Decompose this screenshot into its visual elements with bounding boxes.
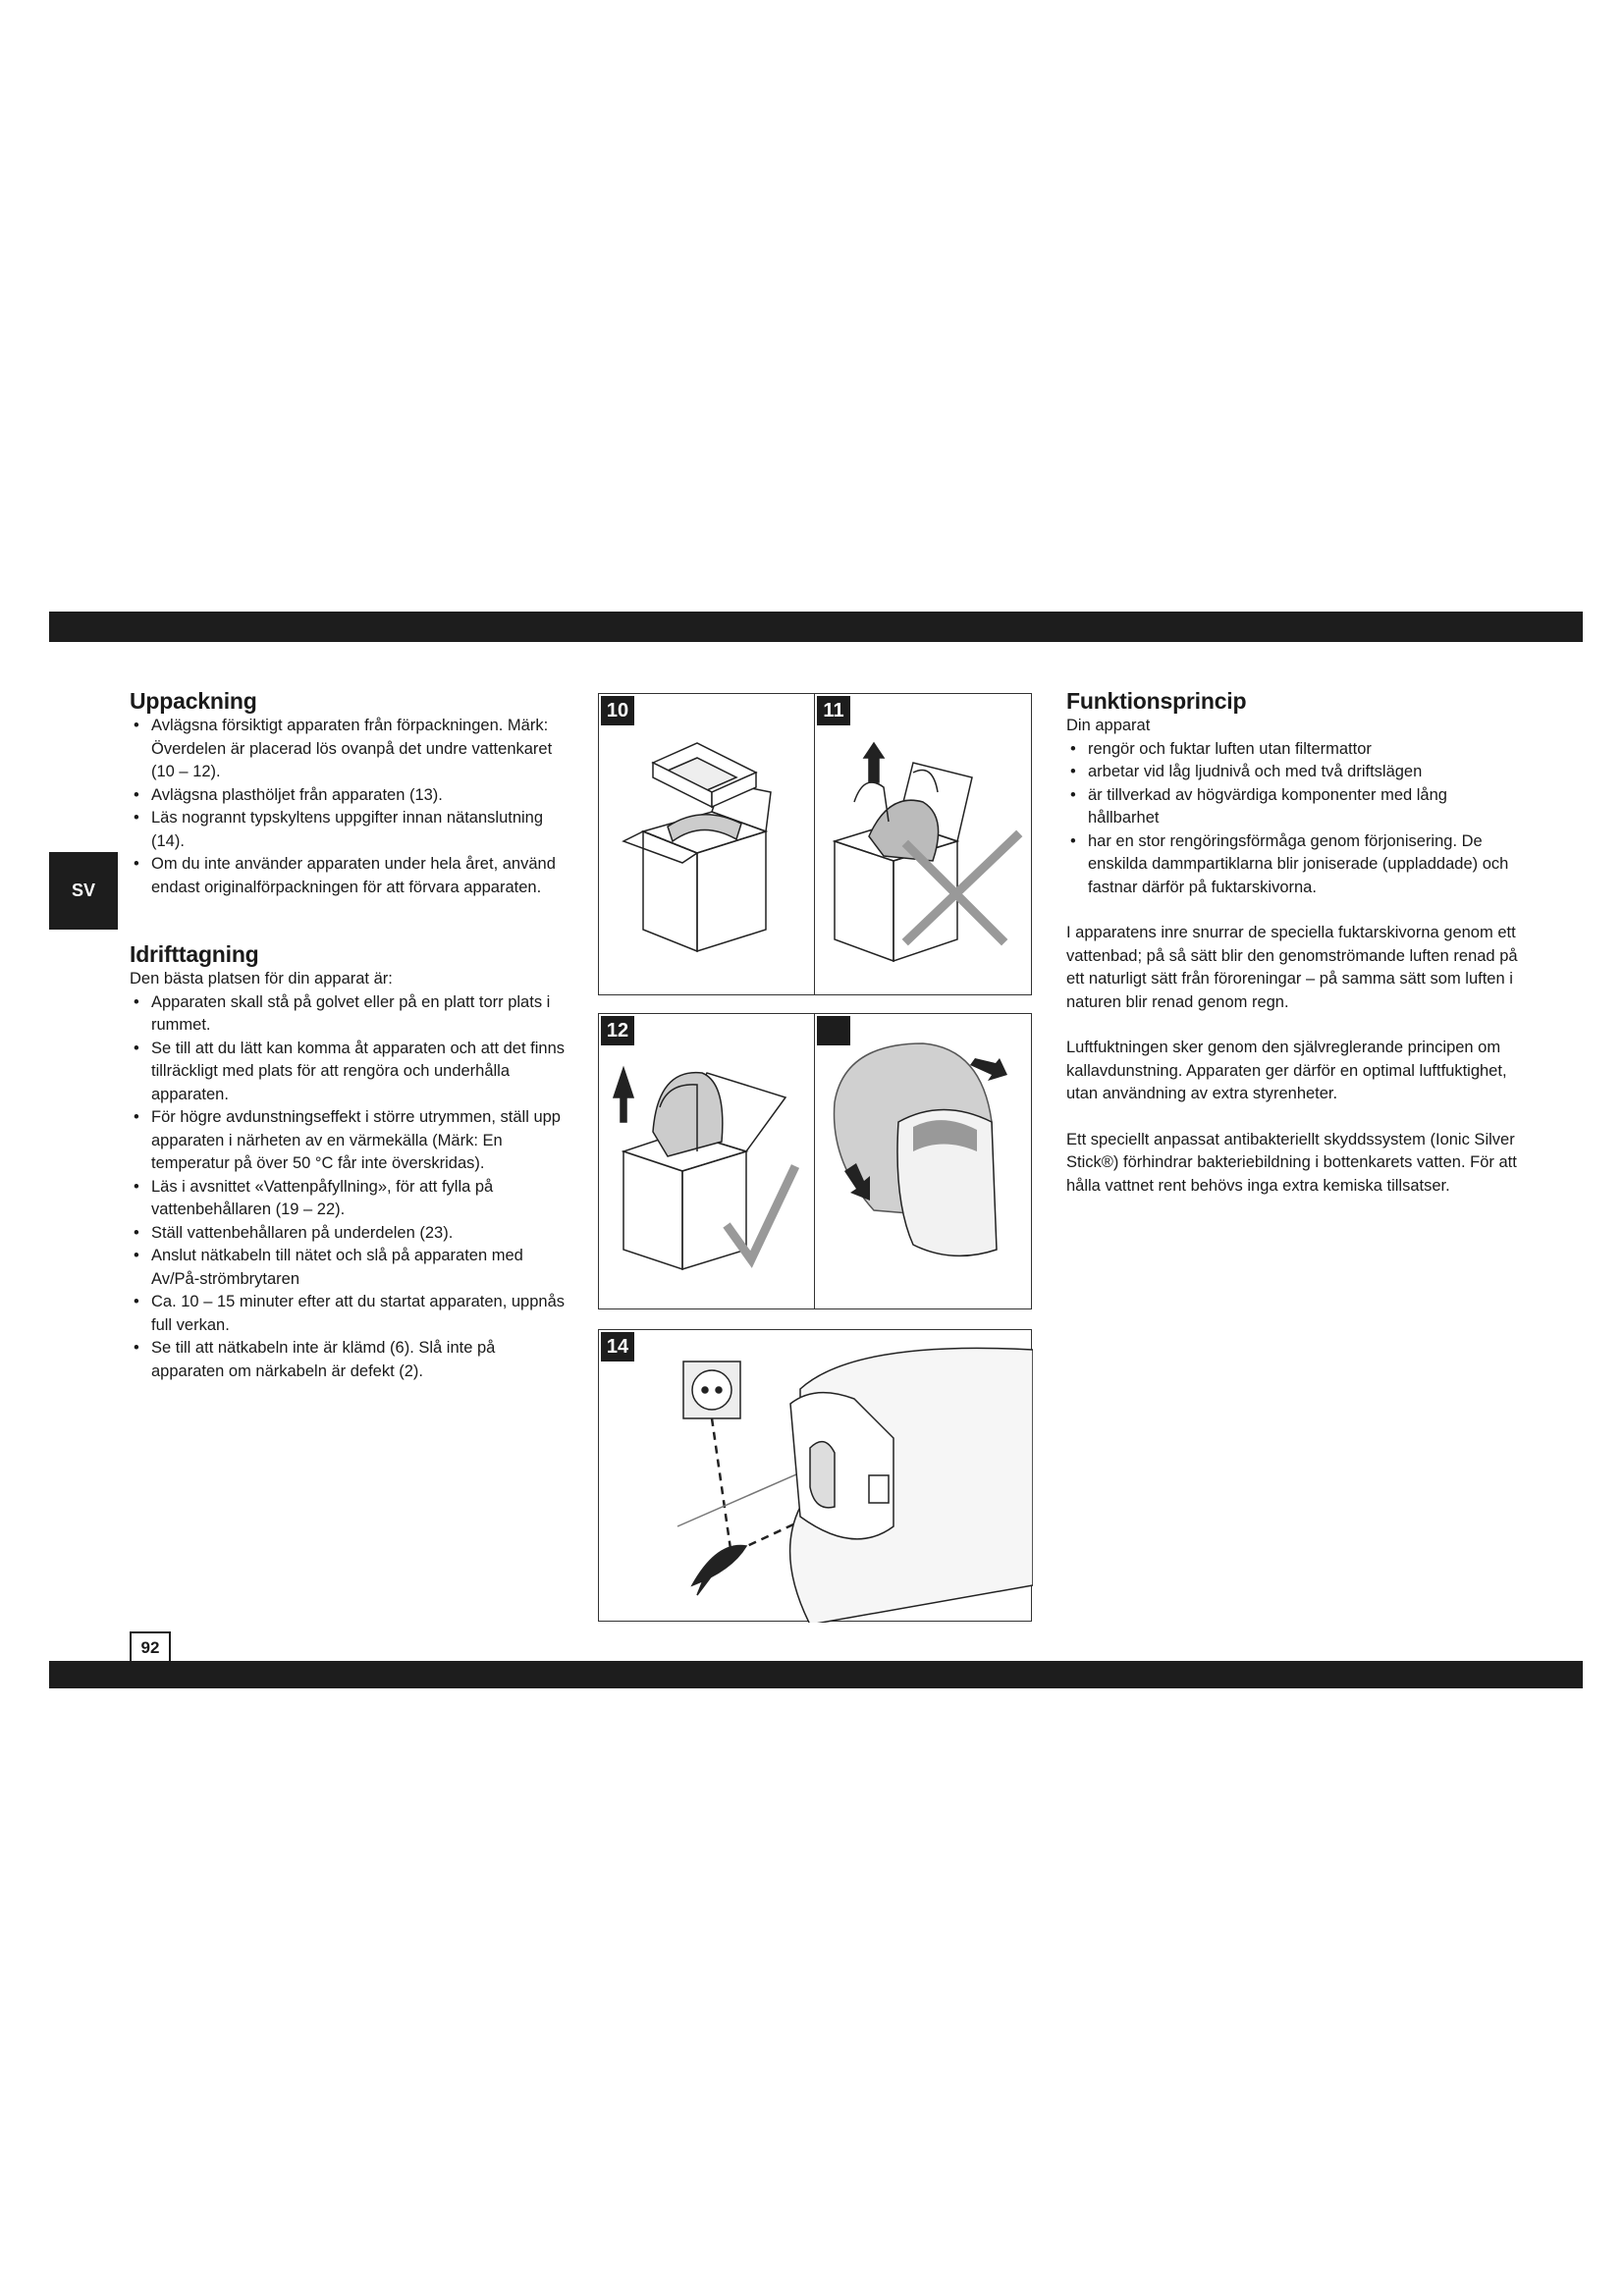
page-number: 92 [130, 1631, 171, 1661]
list-item: • Anslut nätkabeln till nätet och slå på apparaten med Av/På-strömbrytaren [130, 1245, 571, 1291]
right-column [1066, 687, 1522, 1220]
function-list [1066, 738, 1522, 900]
figure-number: 11 [817, 696, 850, 725]
function-heading: Funktionsprincip [1066, 688, 1247, 714]
unpacking-heading: Uppackning [130, 688, 257, 714]
figure-11 [814, 693, 1032, 995]
correct-lift-icon [599, 1014, 817, 1310]
unpacking-list [130, 715, 571, 899]
top-bar [49, 612, 1583, 642]
list-item: • För högre avdunstningseffekt i större utrymmen, ställ upp apparaten i närheten av en värmekälla (Märk: En temperatur på över 50 °C får inte överskridas). [130, 1106, 571, 1176]
function-intro: Din apparat [1066, 717, 1151, 734]
function-paragraph: Ett speciellt anpassat antibakteriellt skyddssystem (Ionic Silver Stick®) förhindrar bakteriebildning i bottenkarets vatten. För att hålla vattnet rent behövs inga extra kemiska tillsatser. [1066, 1130, 1517, 1195]
figure-number: 14 [601, 1332, 634, 1362]
plastic-cover-icon [815, 1014, 1033, 1310]
list-item: • Avlägsna försiktigt apparaten från förpackningen. Märk: Överdelen är placerad lös ovanpå det undre vattenkaret (10 – 12). [130, 715, 571, 784]
figure-number [817, 1016, 850, 1045]
figure-number: 12 [601, 1016, 634, 1045]
bottom-bar [49, 1661, 1583, 1688]
figure-10 [598, 693, 816, 995]
startup-heading: Idrifttagning [130, 941, 259, 967]
language-tab: SV [49, 852, 118, 930]
list-item: • Ca. 10 – 15 minuter efter att du startat apparaten, uppnås full verkan. [130, 1291, 571, 1337]
figure-14 [598, 1329, 1032, 1622]
function-paragraph: Luftfuktningen sker genom den självreglerande principen om kallavdunstning. Apparaten ger därför en optimal luftfuktighet, utan användning av extra styrenheter. [1066, 1039, 1507, 1102]
startup-list [130, 991, 571, 1384]
figure-12 [598, 1013, 816, 1309]
list-item: • arbetar vid låg ljudnivå och med två driftslägen [1066, 761, 1522, 784]
list-item: • Läs nogrannt typskyltens uppgifter innan nätanslutning (14). [130, 807, 571, 853]
left-column [130, 687, 571, 1383]
list-item: • Apparaten skall stå på golvet eller på en platt torr plats i rummet. [130, 991, 571, 1038]
list-item: • rengör och fuktar luften utan filtermattor [1066, 738, 1522, 762]
box-unpacking-icon [599, 694, 817, 996]
list-item: • Ställ vattenbehållaren på underdelen (23). [130, 1222, 571, 1246]
type-plate-icon [599, 1330, 1033, 1623]
list-item: • Om du inte använder apparaten under hela året, använd endast originalförpackningen för att förvara apparaten. [130, 853, 571, 899]
list-item: • Se till att nätkabeln inte är klämd (6). Slå inte på apparaten om närkabeln är defekt (2). [130, 1337, 571, 1383]
startup-section [130, 940, 571, 1383]
figure-number: 10 [601, 696, 634, 725]
figure-13 [814, 1013, 1032, 1309]
list-item: • Se till att du lätt kan komma åt apparaten och att det finns tillräckligt med plats för att rengöra och underhålla apparaten. [130, 1038, 571, 1107]
list-item: • Avlägsna plasthöljet från apparaten (13). [130, 784, 571, 808]
list-item: • har en stor rengöringsförmåga genom förjonisering. De enskilda dammpartiklarna blir joniserade (uppladdade) och fastnar därför på fuktarskivorna. [1066, 830, 1522, 900]
startup-intro: Den bästa platsen för din apparat är: [130, 970, 393, 988]
list-item: • är tillverkad av högvärdiga komponenter med lång hållbarhet [1066, 784, 1522, 830]
list-item: • Läs i avsnittet «Vattenpåfyllning», för att fylla på vattenbehållaren (19 – 22). [130, 1176, 571, 1222]
function-paragraph: I apparatens inre snurrar de speciella fuktarskivorna genom ett vattenbad; på så sätt blir den genomströmande luften renad på ett naturligt sätt från föroreningar – på samma sätt som luften i naturen blir renad genom regn. [1066, 924, 1518, 1011]
wrong-lift-icon [815, 694, 1033, 996]
